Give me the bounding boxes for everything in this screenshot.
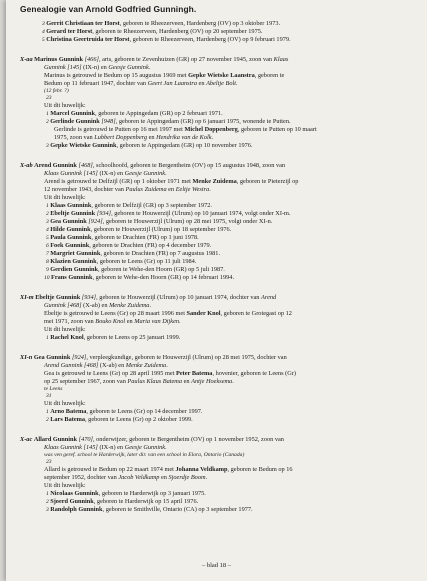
text-run: X-ab <box>20 162 35 169</box>
text-run: Peter Batema <box>176 370 213 377</box>
text-run: 2 <box>46 417 51 423</box>
text-line <box>44 474 207 481</box>
text-run: [934] <box>81 294 97 301</box>
text-run: Klaas Gunnink [145] <box>44 170 98 177</box>
text-run: 4 <box>46 227 51 233</box>
text-run: , geboren te Harderwijk op 3 januari 1975. <box>98 490 206 497</box>
text-run: , geboren te Drachten (FR) op 7 augustus 1981. <box>100 250 221 257</box>
text-line <box>44 302 151 309</box>
text-run: Geesje Gunnink <box>124 170 166 177</box>
text-run: (12 febr. ?) <box>44 88 69 94</box>
text-run: en <box>196 80 207 87</box>
text-run: 3 <box>46 219 51 225</box>
text-run: 1975, zoon van <box>54 134 95 141</box>
text-line <box>20 294 276 301</box>
text-run: Margriet Gunnink <box>50 250 101 257</box>
text-run: Gea Gunnink <box>33 354 71 361</box>
text-line <box>20 162 285 169</box>
document-page <box>6 0 427 581</box>
text-run: september 1952, dochter van <box>44 474 119 481</box>
text-run: X-aa <box>20 56 35 63</box>
text-line <box>44 170 167 177</box>
text-line <box>46 266 225 274</box>
text-run: Maria van Dijken <box>134 318 180 325</box>
text-run: 1 <box>46 491 51 497</box>
text-run: Arend Gunnink [468] <box>44 362 99 369</box>
text-run: , geboren te Bedum op 16 <box>227 466 293 473</box>
text-run: . <box>205 474 208 481</box>
text-run: Klaas <box>273 56 289 63</box>
text-line <box>42 28 262 36</box>
text-line <box>44 194 86 201</box>
text-run: , geboren te Rheezerveen, Hardenberg (OV) op 20 september 1975. <box>92 28 263 35</box>
text-run: 2 <box>46 119 51 125</box>
text-line <box>46 202 212 210</box>
text-run: , geboren te Rheezerveen, Hardenberg (OV) op 9 februari 1979. <box>129 36 291 43</box>
text-run: en <box>125 318 135 325</box>
text-run: Lubbert Doppenberg <box>94 134 147 141</box>
text-run: Uit dit huwelijk: <box>44 326 86 333</box>
text-run: Johanna Veldkamp <box>175 466 228 473</box>
text-run: 4 <box>42 29 47 35</box>
text-line <box>46 234 199 242</box>
text-run: Paulus Klaus Batema <box>127 378 182 385</box>
text-run: Menke Zuidema <box>109 302 150 309</box>
text-run: , geboren te Pieterzijl op <box>236 178 299 185</box>
text-line <box>44 178 298 185</box>
text-line <box>46 218 272 226</box>
text-run: , geboren te Appingedam (GR) op 2 februari 1971. <box>95 110 223 117</box>
text-line <box>54 126 317 133</box>
text-run: Michel Doppenberg <box>184 126 238 133</box>
text-line <box>46 408 203 416</box>
text-run: 6 <box>46 243 51 249</box>
text-run: Gea is getrouwd te Leens (Gr) op 28 april 1995 met <box>44 370 177 377</box>
text-run: 3 <box>42 21 47 27</box>
text-run: (IX-n) en <box>97 170 125 177</box>
text-run: en <box>159 474 169 481</box>
text-line <box>46 490 206 498</box>
text-run: was ven geref. school te Harderwijk, later dir. van een school in Elora, Ontario (Canada) <box>44 452 245 458</box>
text-run: , geboren te Leens (Gr) op 14 december 1997. <box>86 408 203 415</box>
text-run: Sjoerdje Boom <box>168 474 206 481</box>
text-run: [924] <box>88 218 103 225</box>
text-line <box>54 134 213 141</box>
text-run: Gerrit Christiaan ter Horst <box>46 20 120 27</box>
text-line <box>44 274 234 282</box>
text-run: [466] <box>84 56 99 63</box>
text-line <box>20 354 287 361</box>
text-run: , hovenier, geboren te Leens (Gr) <box>212 370 296 377</box>
text-run: Menke Zuidema <box>192 178 237 185</box>
text-run: . <box>179 318 181 325</box>
text-run: Ebeltje Gunnink <box>50 210 96 217</box>
text-run: , onderwijzer, geboren te Bergentheim (OV) op 1 november 1952, zoon van <box>93 436 284 443</box>
text-run: Uit dit huwelijk: <box>44 482 86 489</box>
text-run: Paulus Zuidema <box>125 186 167 193</box>
text-line <box>46 226 231 234</box>
text-line <box>46 506 253 514</box>
text-line <box>44 466 293 473</box>
text-run: Ebeltje Gunnink <box>35 294 81 301</box>
text-run: Sander Knol <box>186 310 221 317</box>
text-run: , geboren te Houwerzijl (Ulrum) op 18 september 1976. <box>90 226 232 233</box>
text-run: Uit dit huwelijk: <box>44 102 86 109</box>
text-run: Uit dit huwelijk: <box>44 194 86 201</box>
text-run: Arno Batema <box>50 408 87 415</box>
text-run: Klazien Gunnink <box>50 258 97 265</box>
text-run: , geboren te Wehe-den Hoorn (GR) op 14 februari 1994. <box>92 274 235 281</box>
text-run: 5 <box>42 37 47 43</box>
text-run: 7 <box>46 251 51 257</box>
text-run: 1 <box>46 203 51 209</box>
text-run: X-ac <box>20 436 34 443</box>
text-run: Gepke Wietske Gunnink <box>50 142 117 149</box>
text-run: , geboren te Leens (Gr) op 11 juli 1984. <box>96 258 197 265</box>
text-run: Bouko Knol <box>95 318 126 325</box>
text-run: 2 <box>46 499 51 505</box>
text-run: Gunnink [145] <box>44 64 82 71</box>
text-run: . <box>211 134 214 141</box>
text-run: Abeltje Bolt <box>206 80 236 87</box>
text-run: , geboren te Leens (Gr) op 2 oktober 1999. <box>85 416 193 423</box>
text-line <box>46 250 220 258</box>
text-run: Gerlinde is getrouwd te Putten op 16 mei 1997 met <box>54 126 185 133</box>
text-line <box>46 334 180 342</box>
text-line <box>46 110 223 118</box>
text-line <box>44 386 63 393</box>
text-line <box>44 444 167 451</box>
text-line <box>44 102 86 109</box>
text-line <box>44 400 86 407</box>
page-number: – blad 18 – <box>201 562 232 569</box>
text-line <box>20 56 288 63</box>
text-run: 12 november 1943, dochter van <box>44 186 126 193</box>
text-run: Allard Gunnink <box>33 436 78 443</box>
text-run: en <box>166 186 176 193</box>
page-title: Genealogie van Arnold Godfried Gunningh. <box>20 4 197 14</box>
text-run: , arts, geboren te Zevenhuizen (GR) op 27 november 1945, zoon van <box>98 56 274 63</box>
text-run: mei 1971, zoon van <box>44 318 96 325</box>
text-line <box>46 118 291 126</box>
text-run: Gepke Wietske Laanstra <box>188 72 255 79</box>
text-run: Klaas Gunnink <box>50 202 92 209</box>
text-run: , schoolhoofd, geboren te Bergentheim (OV) op 15 augustus 1948, zoon van <box>92 162 286 169</box>
text-run: [948] <box>101 118 116 125</box>
text-run: , geboren te Putten op 10 maart <box>237 126 317 133</box>
text-line <box>44 72 284 79</box>
text-run: Marcel Gunnink <box>50 110 96 117</box>
text-run: (IX-n) en <box>81 64 109 71</box>
text-line <box>44 80 238 87</box>
text-run: Rachel Knol <box>50 334 84 341</box>
text-run: Geert Jan Laanstra <box>147 80 197 87</box>
text-run: 23 <box>46 459 52 465</box>
text-line <box>44 452 244 459</box>
text-run: , geboren te Smithville, Ontario (CA) op 3 september 1977. <box>102 506 253 513</box>
text-run: Marinus Gunnink <box>34 56 83 63</box>
text-run: , geboren te Delfzijl (GR) op 3 september 1972. <box>91 202 212 209</box>
text-run: , geboren te Houwerzijl (Ulrum) op 10 januari 1974, volgt onder XI-m. <box>111 210 291 217</box>
text-run: Antje Hoeksema <box>191 378 233 385</box>
text-run: , geboren te Appingedam (GR) op 6 januari 1975, wonende te Putten. <box>115 118 291 125</box>
text-run: Bedum op 11 februari 1947, dochter van <box>44 80 148 87</box>
text-line <box>20 436 284 443</box>
text-line <box>44 318 181 325</box>
text-run: Sjoerd Gunnink <box>50 498 94 505</box>
text-run: en <box>182 378 192 385</box>
text-run: , geboren te Houwerzijl (Ulrum) op 10 januari 1974, dochter van <box>96 294 262 301</box>
text-run: 31 <box>46 393 52 399</box>
text-run: Arend is getrouwd te Delfzijl (GR) op 1 oktober 1971 met <box>44 178 193 185</box>
text-line <box>44 64 150 71</box>
text-line <box>44 326 86 333</box>
text-run: . <box>165 170 167 177</box>
text-run: [934] <box>96 210 112 217</box>
text-line <box>46 242 211 250</box>
text-run: [924] <box>71 354 87 361</box>
text-run: Paula Gunnink <box>50 234 92 241</box>
text-run: Arend Gunnink <box>34 162 77 169</box>
text-run: Foek Gunnink <box>50 242 90 249</box>
text-run: Gerdien Gunnink <box>50 266 98 273</box>
text-run: 10 <box>44 275 51 281</box>
text-run: 3 <box>46 507 51 513</box>
text-run: Gerlinde Gunnink <box>50 118 100 125</box>
text-run: . <box>148 64 151 71</box>
text-run: 23 <box>46 95 52 101</box>
text-run: 8 <box>46 259 51 265</box>
text-run: Gunnink [468] <box>44 302 82 309</box>
text-run: Gerard ter Horst <box>46 28 93 35</box>
text-run: Arend <box>261 294 277 301</box>
text-run: Uit dit huwelijk: <box>44 400 86 407</box>
text-line <box>46 258 196 266</box>
text-run: , geboren te Wehe-den Hoorn (GR) op 5 juli 1987. <box>97 266 225 273</box>
text-run: Klaas Gunnink [145] <box>44 444 98 451</box>
text-run: 1 <box>46 111 51 117</box>
text-line <box>44 186 211 193</box>
text-run: Menke Zuidema <box>125 362 167 369</box>
text-run: [468] <box>78 162 93 169</box>
text-run: , geboren te Harderwijk op 15 april 1976. <box>93 498 199 505</box>
text-run: 3 <box>46 143 51 149</box>
text-run: (IX-n) en <box>97 444 125 451</box>
text-run: , geboren te <box>254 72 285 79</box>
text-run: Gea Gunnink <box>50 218 87 225</box>
text-line <box>46 393 52 400</box>
text-run: (X-ab) en <box>98 362 126 369</box>
text-run: , geboren te Grotegast op 12 <box>220 310 292 317</box>
text-run: Allard is getrouwd te Bedum op 22 maart 1974 met <box>44 466 176 473</box>
text-run: 2 <box>46 211 51 217</box>
text-line <box>44 362 168 369</box>
text-run: op 25 september 1967, zoon van <box>44 378 128 385</box>
text-run: [470] <box>78 436 93 443</box>
text-line <box>46 95 52 102</box>
text-line <box>44 370 296 377</box>
text-line <box>46 210 291 218</box>
text-run: . <box>232 378 234 385</box>
text-run: . <box>166 362 168 369</box>
text-run: Geesje Gunnink <box>124 444 166 451</box>
text-line <box>46 498 198 506</box>
text-run: te Leens <box>44 386 63 392</box>
text-line <box>46 142 253 150</box>
text-run: Hendrika van de Kolk <box>156 134 212 141</box>
text-run: XI-n <box>20 354 34 361</box>
text-run: Christina Geertruida ter Horst <box>46 36 130 43</box>
text-run: , geboren te Houwerzijl (Ulrum) op 28 mei 1975, volgt onder XI-n. <box>102 218 273 225</box>
text-run: Geesje Gunnink <box>108 64 149 71</box>
text-run: . <box>149 302 152 309</box>
text-run: Hilde Gunnink <box>50 226 91 233</box>
text-line <box>44 310 292 317</box>
text-run: , geboren te Drachten (FR) op 4 december 1979. <box>89 242 212 249</box>
text-run: . <box>165 444 167 451</box>
text-run: , geboren te Appingedam (GR) op 10 november 1976. <box>116 142 253 149</box>
text-line <box>42 20 280 28</box>
text-line <box>44 378 234 385</box>
text-line <box>44 88 69 95</box>
text-run: Nicolaas Gunnink <box>50 490 99 497</box>
text-run: Ebeltje is getrouwd te Leens (Gr) op 28 maart 1996 met <box>44 310 187 317</box>
text-run: , geboren te Drachten (FR) op 1 juni 1978. <box>91 234 199 241</box>
text-run: 9 <box>46 267 51 273</box>
text-run: , verpleegkundige, geboren te Houwerzijl (Ulrum) op 28 mei 1975, dochter van <box>86 354 287 361</box>
text-run: . <box>235 80 238 87</box>
text-run: 1 <box>46 409 51 415</box>
text-run: , geboren te Leens op 25 januari 1999. <box>83 334 181 341</box>
text-run: 5 <box>46 235 51 241</box>
text-run: Marinus is getrouwd te Bedum op 15 augustus 1969 met <box>44 72 189 79</box>
text-line <box>44 482 86 489</box>
text-run: . <box>209 186 211 193</box>
text-run: Eeltje Westra <box>175 186 210 193</box>
text-run: Lars Batema <box>50 416 86 423</box>
text-line <box>46 459 52 466</box>
text-run: Jacob Veldkamp <box>118 474 160 481</box>
text-line <box>42 36 291 44</box>
text-line <box>46 416 193 424</box>
text-run: 1 <box>46 335 51 341</box>
text-run: XI-m <box>20 294 36 301</box>
text-run: en <box>147 134 157 141</box>
text-run: (X-ab) en <box>81 302 110 309</box>
text-run: Randolph Gunnink <box>50 506 103 513</box>
text-run: Frans Gunnink <box>51 274 93 281</box>
text-run: , geboren te Rheezerveen, Hardenberg (OV) op 3 oktober 1973. <box>119 20 281 27</box>
